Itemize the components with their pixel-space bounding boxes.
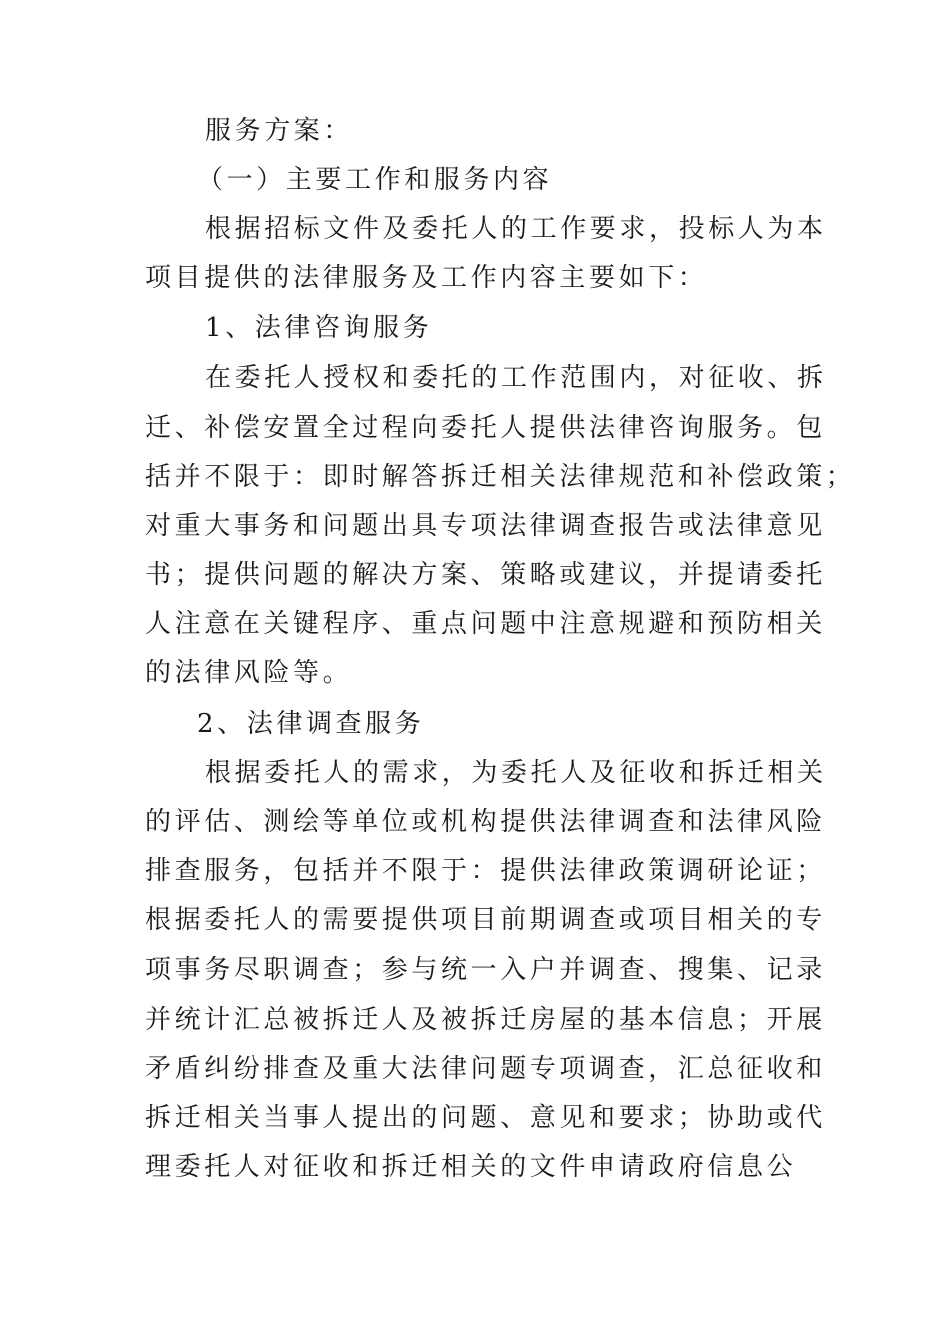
paragraph-line: 并统计汇总被拆迁人及被拆迁房屋的基本信息；开展 (145, 1005, 826, 1035)
paragraph-line: 拆迁相关当事人提出的问题、意见和要求；协助或代 (145, 1103, 826, 1133)
subsection-heading: （一）主要工作和服务内容 (197, 165, 553, 195)
paragraph-line: 排查服务，包括并不限于：提供法律政策调研论证； (145, 856, 826, 886)
paragraph-line: 项事务尽职调查；参与统一入户并调查、搜集、记录 (145, 955, 826, 985)
paragraph-line: 矛盾纠纷排查及重大法律问题专项调查，汇总征收和 (145, 1054, 826, 1084)
paragraph-line: 迁、补偿安置全过程向委托人提供法律咨询服务。包 (145, 413, 826, 443)
paragraph-line: 根据招标文件及委托人的工作要求，投标人为本 (205, 214, 827, 244)
section-heading: 服务方案： (205, 116, 354, 146)
paragraph-line: 根据委托人的需求，为委托人及征收和拆迁相关 (205, 758, 827, 788)
paragraph-line: 项目提供的法律服务及工作内容主要如下： (145, 263, 708, 293)
paragraph-line: 在委托人授权和委托的工作范围内，对征收、拆 (205, 363, 827, 393)
paragraph-line: 理委托人对征收和拆迁相关的文件申请政府信息公 (145, 1152, 797, 1182)
paragraph-line: 的法律风险等。 (145, 658, 353, 688)
item-heading-legal-investigation: 2、法律调查服务 (197, 709, 425, 739)
paragraph-line: 括并不限于：即时解答拆迁相关法律规范和补偿政策； (145, 462, 856, 492)
item-heading-legal-consulting: 1、法律咨询服务 (205, 313, 433, 343)
paragraph-line: 的评估、测绘等单位或机构提供法律调查和法律风险 (145, 807, 826, 837)
paragraph-line: 根据委托人的需要提供项目前期调查或项目相关的专 (145, 905, 826, 935)
paragraph-line: 对重大事务和问题出具专项法律调查报告或法律意见 (145, 511, 826, 541)
paragraph-line: 人注意在关键程序、重点问题中注意规避和预防相关 (145, 609, 826, 639)
paragraph-line: 书；提供问题的解决方案、策略或建议，并提请委托 (145, 560, 826, 590)
